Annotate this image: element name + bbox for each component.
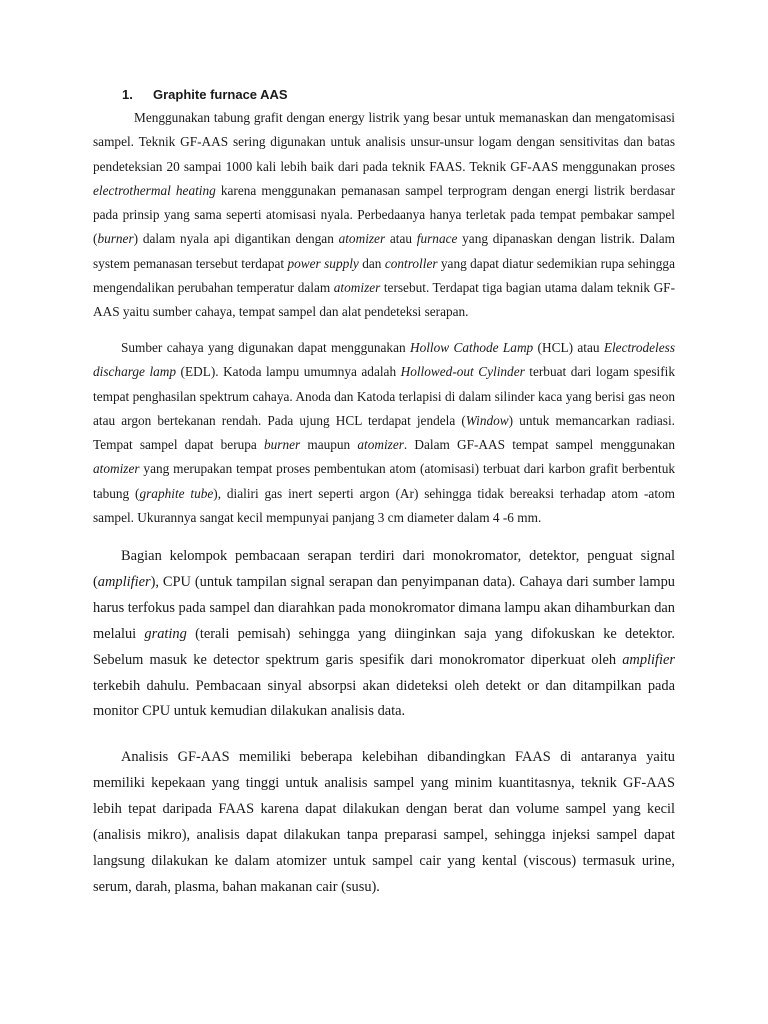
paragraph-4-text: Analisis GF-AAS memiliki beberapa kelebihan dibandingkan FAAS di antaranya yaitu memiliki kepekaan yang tinggi untuk analisis sampel yang minim kuantitasnya, teknik GF-AAS lebih tepat daripada FAAS karena dapat dilakukan dengan berat dan volume sampel yang kecil (analisis mikro), analisis dapat dilakukan tanpa preparasi sampel, sehingga injeksi sampel dapat langsung dilakukan ke dalam atomizer untuk sampel cair yang kental (viscous) termasuk urine, serum, darah, plasma, bahan makanan cair (susu). <box>93 749 675 895</box>
section-heading <box>122 87 288 102</box>
paragraph-2 <box>93 336 675 530</box>
paragraph-4 <box>93 745 675 900</box>
paragraph-2-text: Sumber cahaya yang digunakan dapat menggunakan Hollow Cathode Lamp (HCL) atau Electrodeless discharge lamp (EDL). Katoda lampu umumnya adalah Hollowed-out Cylinder terbuat dari logam spesifik tempat penghasilan spektrum cahaya. Anoda dan Katoda terlapisi di dalam silinder kaca yang berisi gas neon atau argon bertekanan rendah. Pada ujung HCL terdapat jendela (Window) untuk memancarkan radiasi. Tempat sampel dapat berupa burner maupun atomizer. Dalam GF-AAS tempat sampel menggunakan atomizer yang merupakan tempat proses pembentukan atom (atomisasi) terbuat dari karbon grafit berbentuk tabung (graphite tube), dialiri gas inert seperti argon (Ar) sehingga tidak bereaksi terhadap atom -atom sampel. Ukurannya sangat kecil mempunyai panjang 3 cm diameter dalam 4 -6 mm. <box>93 340 676 526</box>
paragraph-1-text: Menggunakan tabung grafit dengan energy listrik yang besar untuk memanaskan dan mengatomisasi sampel. Teknik GF-AAS sering digunakan untuk analisis unsur-unsur logam dengan sensitivitas dan batas pendeteksian 20 sampai 1000 kali lebih baik dari pada teknik FAAS. Teknik GF-AAS menggunakan proses electrothermal heating karena menggunakan pemanasan sampel terprogram dengan energi listrik berdasar pada prinsip yang sama seperti atomisasi nyala. Perbedaanya hanya terletak pada tempat pembakar sampel (burner) dalam nyala api digantikan dengan atomizer atau furnace yang dipanaskan dengan listrik. Dalam system pemanasan tersebut terdapat power supply dan controller yang dapat diatur sedemikian rupa sehingga mengendalikan perubahan temperatur dalam atomizer tersebut. Terdapat tiga bagian utama dalam teknik GF-AAS yaitu sumber cahaya, tempat sampel dan alat pendeteksi serapan. <box>93 110 676 320</box>
section-number: 1. <box>122 87 133 102</box>
section-title: Graphite furnace AAS <box>153 87 288 102</box>
paragraph-1 <box>93 106 675 325</box>
paragraph-3-text: Bagian kelompok pembacaan serapan terdiri dari monokromator, detektor, penguat signal (amplifier), CPU (untuk tampilan signal serapan dan penyimpanan data). Cahaya dari sumber lampu harus terfokus pada sampel dan diarahkan pada monokromator dimana lampu akan dihamburkan dan melalui grating (terali pemisah) sehingga yang diinginkan saja yang difokuskan ke detektor. Sebelum masuk ke detector spektrum garis spesifik dari monokromator diperkuat oleh amplifier terkebih dahulu. Pembacaan sinyal absorpsi akan dideteksi oleh detekt or dan ditampilkan pada monitor CPU untuk kemudian dilakukan analisis data. <box>93 548 675 720</box>
paragraph-3 <box>93 544 675 725</box>
